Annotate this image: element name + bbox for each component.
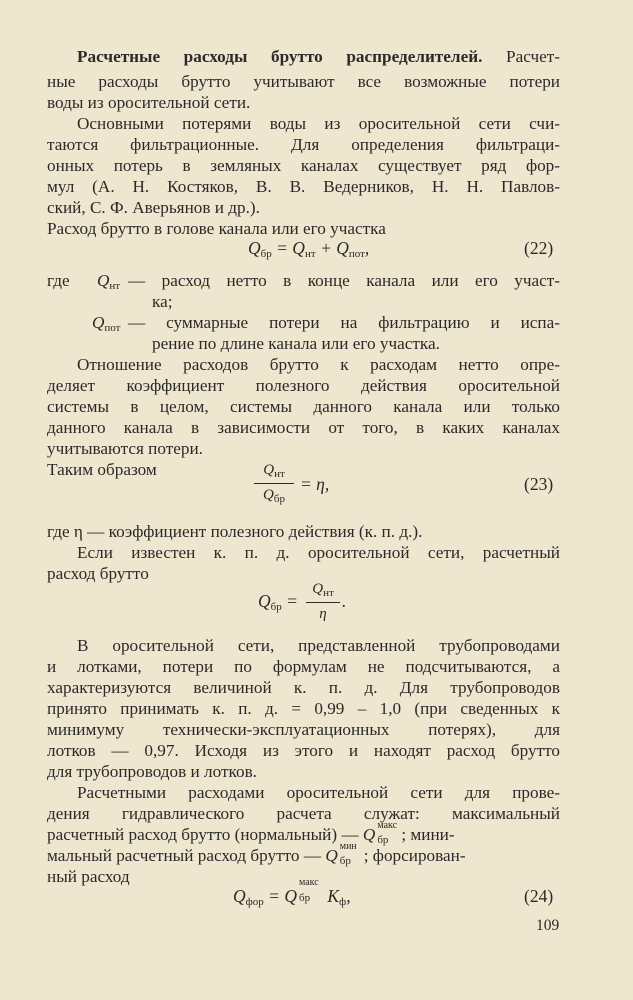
text-line: Расчетными расходами оросительной сети для прове- [77,783,560,802]
text-line: расход брутто [47,564,149,583]
text-line: где η — коэффициент полезного действия (к. п. д.). [47,522,423,541]
text-line: для трубопроводов и лотков. [47,762,257,781]
text-line: лотков — 0,97. Исходя из этого и находят расход брутто [47,741,560,760]
symbol-q-net: $Q_{нт}$ [97,271,121,292]
symbol-q-loss: $Q_{пот}$ [92,313,121,334]
text-line: онных потерь в земляных каналах существует ряд фор- [47,156,560,175]
text-line: ный расход [47,867,130,886]
definition-line: — расход нетто в конце канала или его участ- [128,271,560,290]
text-line: Расход брутто в голове канала или его участка [47,219,386,238]
text-line: Расчетные расходы брутто распределителей. Расчет- [77,47,560,66]
text-line: Если известен к. п. д. оросительной сети, расчетный [77,543,560,562]
section-heading: Расчетные расходы брутто распределителей. [77,47,483,66]
equation-23-rhs: = η, [300,474,330,494]
equation-number: (23) [524,474,554,494]
text-line: воды из оросительной сети. [47,93,251,112]
text-line: ные расходы брутто учитывают все возможные потери [47,72,560,91]
equation-23-fraction: $Q_{нт}$ $Q_{бр}$ [254,462,294,505]
q-max-symbol: макс бр [377,820,398,846]
equation-number: (24) [524,886,554,906]
text-line: В оросительной сети, представленной трубопроводами [77,636,560,655]
text-line: таются фильтрационные. Для определения фильтраци- [47,135,560,154]
text-line: учитываются потери. [47,439,203,458]
definition-line: — суммарные потери на фильтрацию и испа- [128,313,560,332]
text-line: дения гидравлического расчета служат: максимальный [47,804,560,823]
definition-line: рение по длине канала или его участка. [152,334,440,353]
text-line: Таким образом [47,460,157,479]
page-number: 109 [536,917,560,934]
text-line: Основными потерями воды из оросительной сети счи- [77,114,560,133]
text-line: мальный расчетный расход брутто — Q мин бр ; форсирован- [47,841,466,867]
text-line: системы в целом, системы данного канала или только [47,397,560,416]
text-line: принято принимать к. п. д. = 0,99 – 1,0 (при сведенных к [47,699,560,718]
text-line: и лотками, потери по формулам не подсчитываются, а [47,657,560,676]
equation-qbr-fraction: $Q_{нт}$ η [306,581,340,623]
text-line: данного канала в зависимости от того, в каких каналах [47,418,560,437]
text-line: ский, С. Ф. Аверьянов и др.). [47,198,260,217]
equation-number: (22) [524,238,554,258]
text-line: расчетный расход брутто (нормальный) — Q макс бр ; мини- [47,820,455,846]
equation-24: $Q_{фор} = Q$ макс бр $K_ф$, [233,877,351,908]
where-label: где [47,271,70,290]
equation-period: . [342,591,347,611]
text-line: деляет коэффициент полезного действия оросительной [47,376,560,395]
text-line: характеризуются величиной к. п. д. Для трубопроводов [47,678,560,697]
text-line: Отношение расходов брутто к расходам нетто опре- [77,355,560,374]
text-line: мул (А. Н. Костяков, В. В. Ведерников, Н. Н. Павлов- [47,177,560,196]
equation-22: $Q_{бр} = Q_{нт} + Q_{пот}$, [248,238,370,260]
text-line: минимуму технически-эксплуатационных потерях), для [47,720,560,739]
q-min-symbol: мин бр [339,841,357,867]
definition-line: ка; [152,292,173,311]
equation-qbr-lhs: $Q_{бр}$ = [258,591,298,613]
